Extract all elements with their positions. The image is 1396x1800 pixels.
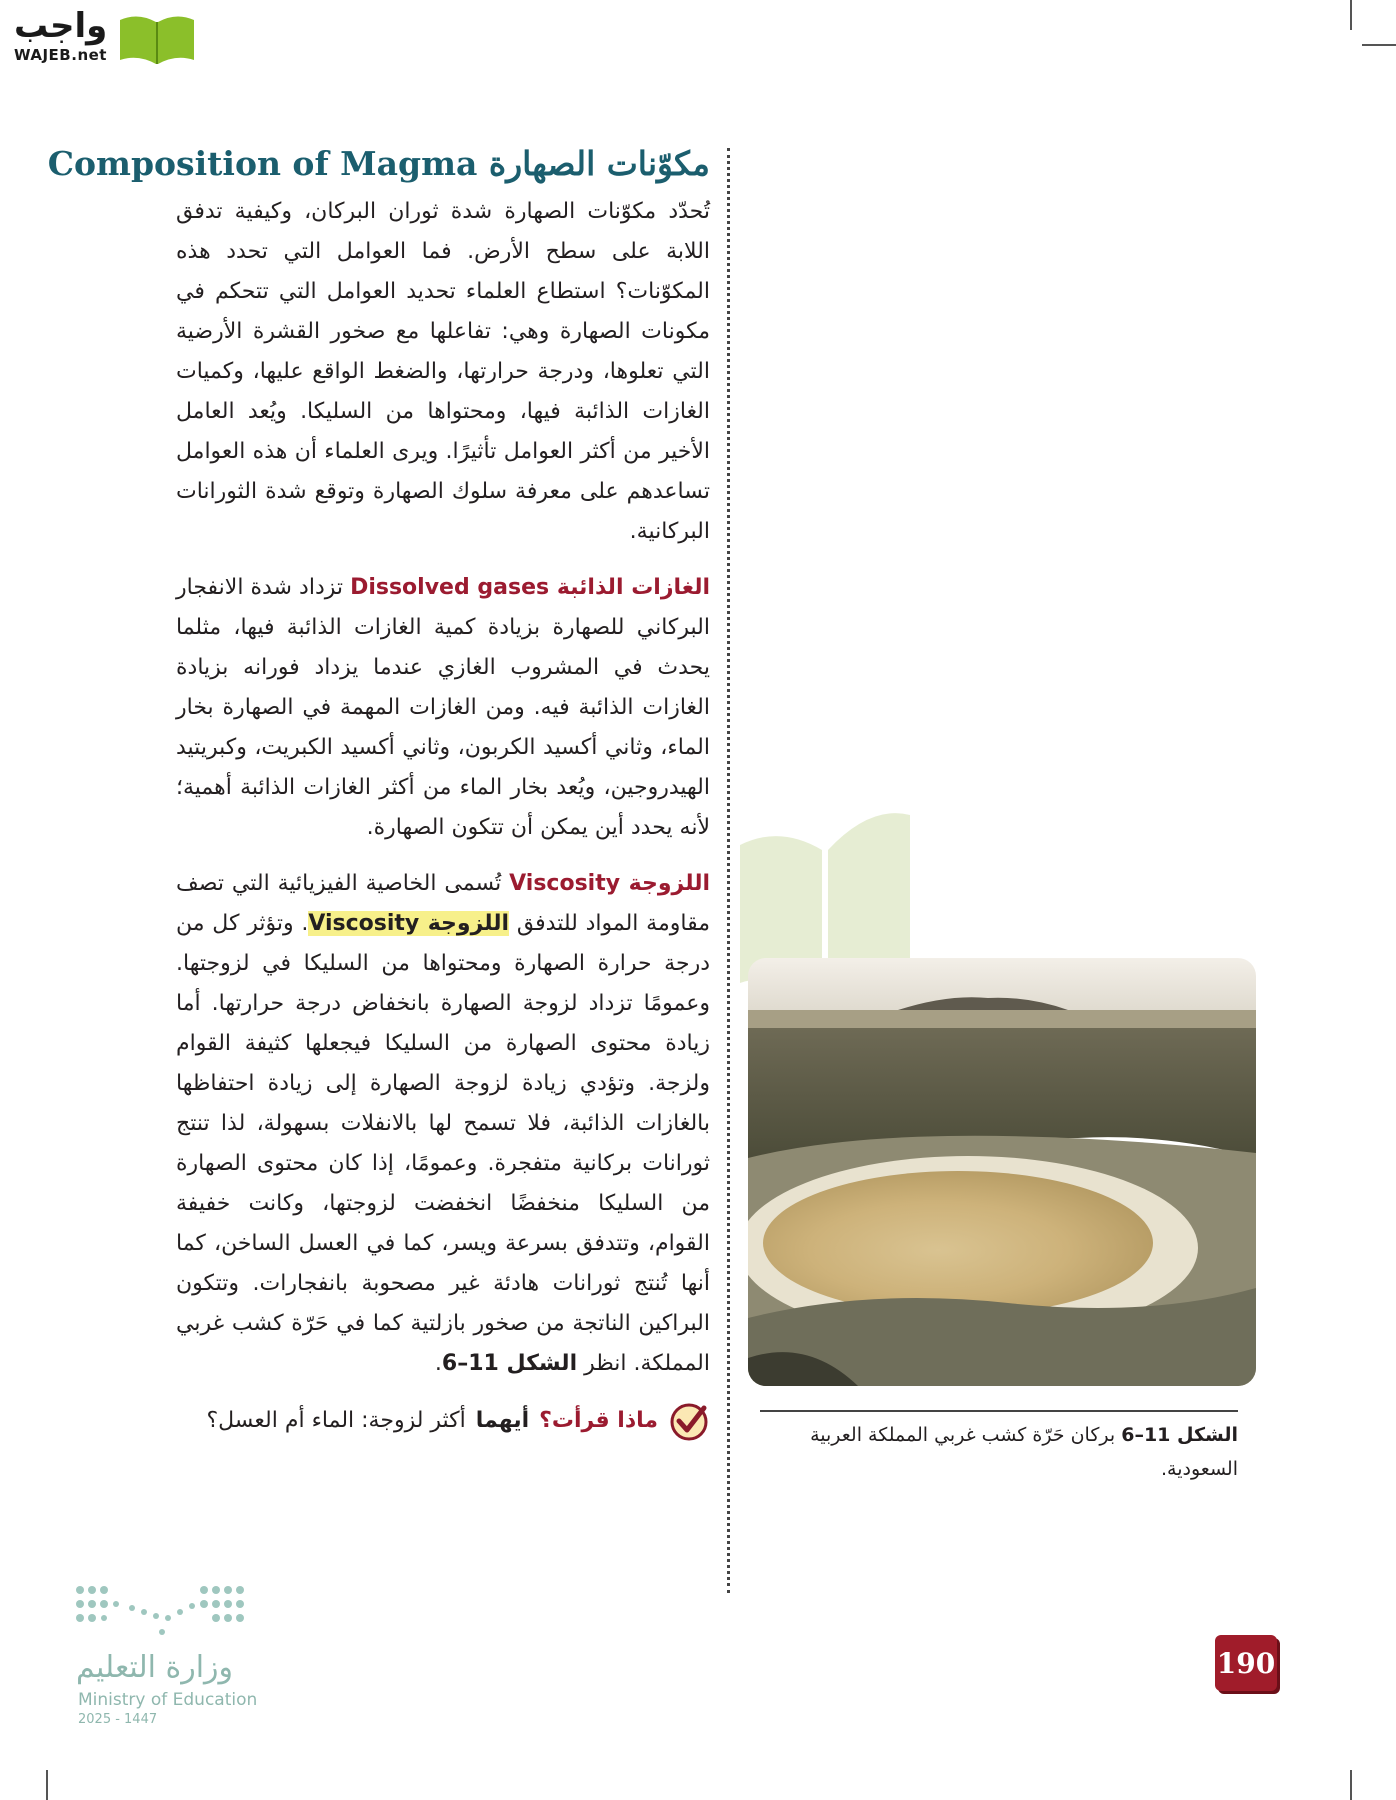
logo-arabic: واجب <box>14 6 108 46</box>
main-column <box>47 140 711 1442</box>
volcano-photo <box>748 958 1256 1386</box>
highlighted-term: اللزوجة Viscosity <box>308 911 510 936</box>
wajeb-logo[interactable] <box>10 6 190 66</box>
caption-text: بركان حَرّة كشب غربي المملكة العربية السعودية. <box>810 1424 1238 1480</box>
paragraph-end: . <box>434 1351 442 1376</box>
ministry-name-english: Ministry of Education <box>78 1690 258 1710</box>
caption-figure-number: الشكل 11–6 <box>1121 1424 1238 1446</box>
ministry-name-arabic: وزارة التعليم <box>76 1650 234 1685</box>
caption-rule <box>760 1410 1238 1412</box>
paragraph-text: تزداد شدة الانفجار البركاني للصهارة بزيادة كمية الغازات الذائبة فيها، مثلما يحدث في المشروب الغازي عندما يزداد فورانه بزيادة الغازات الذائبة فيه. ومن الغازات المهمة في الصهارة بخار الماء، وثاني أكسيد الكربون، وثاني أكسيد الكبريت، وكبريتيد الهيدروجين، ويُعد بخار الماء من أكثر الغازات الذائبة أهمية؛ لأنه يحدد أين يمكن أن تتكون الصهارة. <box>176 575 710 840</box>
reading-check-bold: أيهما <box>475 1408 530 1433</box>
figure-caption <box>760 1418 1238 1486</box>
logo-english: WAJEB.net <box>14 46 107 64</box>
term-dissolved-gases: الغازات الذائبة Dissolved gases <box>350 575 710 600</box>
checkmark-icon <box>668 1400 710 1442</box>
paragraph-composition: تُحدّد مكوّنات الصهارة شدة ثوران البركان، وكيفية تدفق اللابة على سطح الأرض. فما العوامل التي تحدد هذه المكوّنات؟ استطاع العلماء تحديد العوامل التي تتحكم في مكونات الصهارة وهي: تفاعلها مع صخور القشرة الأرضية التي تعلوها، ودرجة حرارتها، والضغط الواقع عليها، وكميات الغازات الذائبة فيها، ومحتواها من السليكا. ويُعد العامل الأخير من أكثر العوامل تأثيرًا. ويرى العلماء أن هذه العوامل تساعدهم على معرفة سلوك الصهارة وتوقع شدة الثورانات البركانية. <box>176 199 710 544</box>
term-viscosity: اللزوجة Viscosity <box>509 871 711 896</box>
crop-mark <box>1350 1770 1352 1800</box>
crop-mark <box>1362 44 1396 46</box>
reading-check-question: أكثر لزوجة: الماء أم العسل؟ <box>206 1408 466 1433</box>
ministry-year: 2025 - 1447 <box>78 1712 158 1727</box>
page-number: 190 <box>1215 1635 1277 1691</box>
figure-reference[interactable]: الشكل 11–6 <box>441 1351 578 1376</box>
paragraph-text: . وتؤثر كل من درجة حرارة الصهارة ومحتواها من السليكا في لزوجتها. وعمومًا تزداد لزوجة الصهارة بانخفاض درجة حرارتها. أما زيادة محتوى الصهارة من السليكا فيجعلها كثيفة القوام ولزجة. وتؤدي زيادة لزوجة الصهارة إلى زيادة احتفاظها بالغازات الذائبة، فلا تسمح لها بالانفلات بسهولة، لذا تنتج ثورانات بركانية متفجرة. وعمومًا، إذا كان محتوى الصهارة من السليكا منخفضًا انخفضت لزوجتها، وكانت خفيفة القوام، وتتدفق بسرعة ويسر، كما في العسل الساخن، كما أنها تُنتج ثورانات هادئة غير مصحوبة بانفجارات. وتتكون البراكين الناتجة من صخور بازلتية كما في حَرّة كشب غربي المملكة. انظر <box>176 911 710 1376</box>
dots-pattern-icon <box>70 1580 250 1640</box>
paragraph-viscosity <box>176 864 710 1384</box>
section-title: مكوّنات الصهارة Composition of Magma <box>47 144 710 183</box>
paragraph-text: تُسمى الخاصية الفيزيائية التي تصف مقاومة المواد للتدفق <box>176 871 711 936</box>
reading-check <box>176 1400 710 1442</box>
crop-mark <box>1350 0 1352 30</box>
book-icon <box>116 10 198 66</box>
ministry-logo <box>70 1580 270 1730</box>
reading-check-label: ماذا قرأت؟ <box>539 1408 658 1433</box>
crop-mark <box>46 1770 48 1800</box>
paragraph-dissolved-gases <box>176 568 710 848</box>
